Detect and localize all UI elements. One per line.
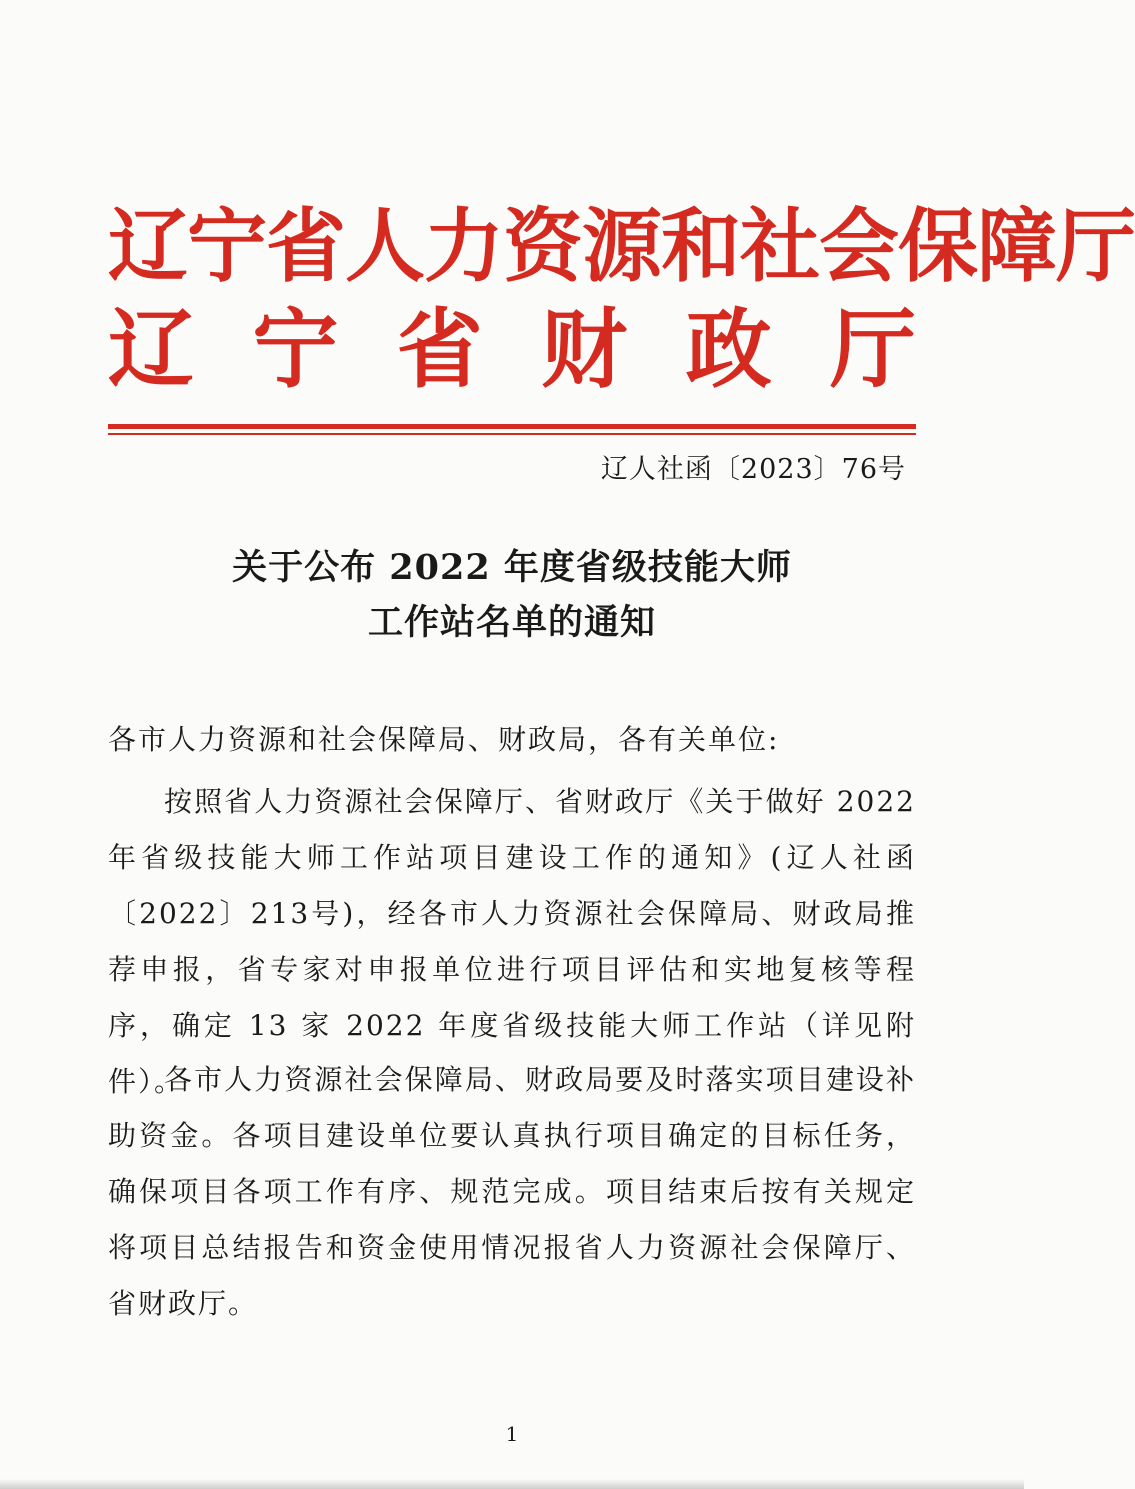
letterhead-divider-thin	[108, 433, 916, 435]
document-number: 辽人社函〔2023〕76号	[600, 454, 906, 485]
letterhead-org-2-char: 政	[685, 299, 772, 400]
letterhead-org-2	[108, 300, 916, 400]
document-title-line-2: 工作站名单的通知	[367, 602, 656, 643]
letterhead-org-2-char: 省	[396, 299, 483, 400]
body-paragraph-2: 各市人力资源社会保障局、财政局要及时落实项目建设补助资金。各项目建设单位要认真执行项目确定的目标任务，确保项目各项工作有序、规范完成。项目结束后按有关规定将项目总结报告和资金使用情况报省人力资源社会保障厅、省财政厅。	[108, 1063, 916, 1320]
letterhead-org-2-char: 辽	[108, 299, 194, 400]
body-paragraph-1: 按照省人力资源社会保障厅、省财政厅《关于做好 2022 年省级技能大师工作站项目建设工作的通知》(辽人社函〔2022〕213号)，经各市人力资源社会保障局、财政局推荐申报，省专家对申报单位进行项目评估和实地复核等程序，确定 13 家 2022 年度省级技能大师工作站（详见附件）。	[108, 785, 916, 1098]
letterhead-divider-thick	[108, 424, 916, 429]
letterhead-org-2-char: 厅	[829, 299, 916, 400]
scan-edge-shadow	[0, 1479, 1024, 1489]
salutation: 各市人力资源和社会保障局、财政局，各有关单位:	[108, 723, 780, 756]
letterhead-org-2-char: 财	[541, 299, 628, 400]
letterhead-org-2-char: 宁	[252, 299, 339, 400]
document-title-line-1: 关于公布 2022 年度省级技能大师	[232, 547, 792, 588]
letterhead-org-1: 辽宁省人力资源和社会保障厅	[108, 199, 1135, 293]
page-number: 1	[505, 1422, 519, 1446]
